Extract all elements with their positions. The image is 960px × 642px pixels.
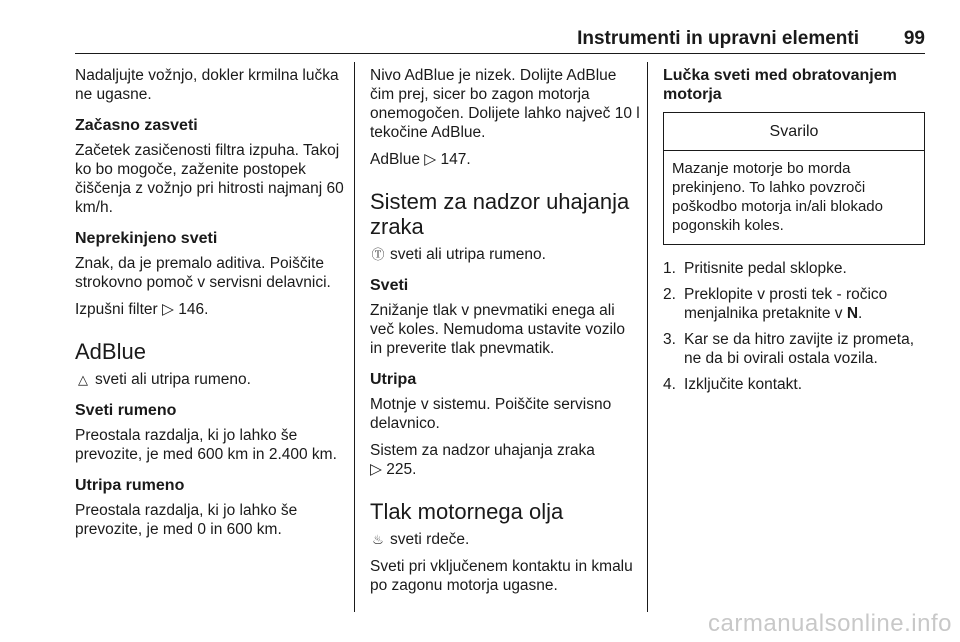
tire-pressure-icon: Ⓣ xyxy=(371,247,385,262)
paragraph: Nivo AdBlue je nizek. Dolijte AdBlue čim prej, sicer bo zagon motorja onemogočen. Dolijete lahko največ 10 l tekočine AdBlue. xyxy=(370,67,640,141)
list-item: 2. Preklopite v prosti tek - ročico menjalnika pretaknite v N. xyxy=(663,286,888,322)
warning-box xyxy=(663,112,925,245)
column-2 xyxy=(370,66,640,603)
section-title: Instrumenti in upravni elementi xyxy=(577,28,859,49)
paragraph: Nadaljujte vožnjo, dokler krmilna lučka ne ugasne. xyxy=(75,67,339,103)
paragraph: Sveti pri vključenem kontaktu in kmalu po zagonu motorja ugasne. xyxy=(370,558,633,594)
column-divider-2 xyxy=(647,62,648,612)
column-divider-1 xyxy=(354,62,355,612)
subheading-lucka: Lučka sveti med obratovanjem motorja xyxy=(663,67,897,103)
paragraph: Znak, da je premalo aditiva. Poiščite strokovno pomoč v servisni delavnici. xyxy=(75,255,331,291)
paragraph: Začetek zasičenosti filtra izpuha. Takoj ko bo mogoče, zaženite postopek čiščenja z vožnjo pri hitrosti najmanj 60 km/h. xyxy=(75,142,344,216)
reference-label: Izpušni filter xyxy=(75,301,158,318)
oil-can-icon: ♨ xyxy=(372,532,384,547)
cross-reference[interactable] xyxy=(370,441,640,479)
warning-text: Mazanje motorje bo morda prekinjeno. To lahko povzroči poškodbo motorja in/ali blokado pogonskih koles. xyxy=(672,160,883,234)
paragraph: Preostala razdalja, ki jo lahko še prevozite, je med 600 km in 2.400 km. xyxy=(75,427,337,463)
heading-oil-pressure: Tlak motornega olja xyxy=(370,499,564,524)
header-divider xyxy=(75,53,925,54)
paragraph: sveti ali utripa rumeno. xyxy=(95,371,251,388)
watermark: carmanualsonline.info xyxy=(708,610,952,637)
page-reference-icon: ▷ xyxy=(424,151,437,168)
warning-title: Svarilo xyxy=(664,113,924,151)
subheading-utripa-rumeno: Utripa rumeno xyxy=(75,477,185,494)
reference-page: 147. xyxy=(440,151,471,168)
paragraph: sveti ali utripa rumeno. xyxy=(390,246,546,263)
cross-reference[interactable] xyxy=(75,300,345,319)
column-3 xyxy=(663,66,925,401)
paragraph: sveti rdeče. xyxy=(390,531,470,548)
heading-tire-pressure: Sistem za nadzor uhajanja zraka xyxy=(370,189,630,239)
subheading-sveti-rumeno: Sveti rumeno xyxy=(75,402,177,419)
page-reference-icon: ▷ xyxy=(370,461,382,478)
page-header xyxy=(75,22,925,52)
paragraph: Motnje v sistemu. Poiščite servisno delavnico. xyxy=(370,396,612,432)
subheading-sveti: Sveti xyxy=(370,277,409,294)
column-1 xyxy=(75,66,345,547)
paragraph: Preostala razdalja, ki jo lahko še prevozite, je med 0 in 600 km. xyxy=(75,502,298,538)
list-item: 1. Pritisnite pedal sklopke. xyxy=(663,260,847,277)
reference-page: 225. xyxy=(386,461,417,478)
subheading-utripa: Utripa xyxy=(370,371,417,388)
list-item: 4. Izključite kontakt. xyxy=(663,376,803,393)
reference-label: Sistem za nadzor uhajanja zraka xyxy=(370,442,595,459)
heading-adblue: AdBlue xyxy=(75,339,146,364)
page-reference-icon: ▷ xyxy=(162,301,174,318)
adblue-warning-icon: △ xyxy=(78,372,88,387)
page-number: 99 xyxy=(903,28,925,49)
reference-page: 146. xyxy=(178,301,209,318)
subheading-zacasno: Začasno zasveti xyxy=(75,117,198,134)
subheading-neprekinjeno: Neprekinjeno sveti xyxy=(75,230,218,247)
cross-reference[interactable] xyxy=(370,150,640,169)
steps-list xyxy=(663,259,925,394)
list-item: 3. Kar se da hitro zavijte iz prometa, ne da bi ovirali ostala vozila. xyxy=(663,331,915,367)
reference-label: AdBlue xyxy=(370,151,420,168)
paragraph: Znižanje tlak v pnevmatiki enega ali več koles. Nemudoma ustavite vozilo in preverite tlak pnevmatik. xyxy=(370,302,626,357)
